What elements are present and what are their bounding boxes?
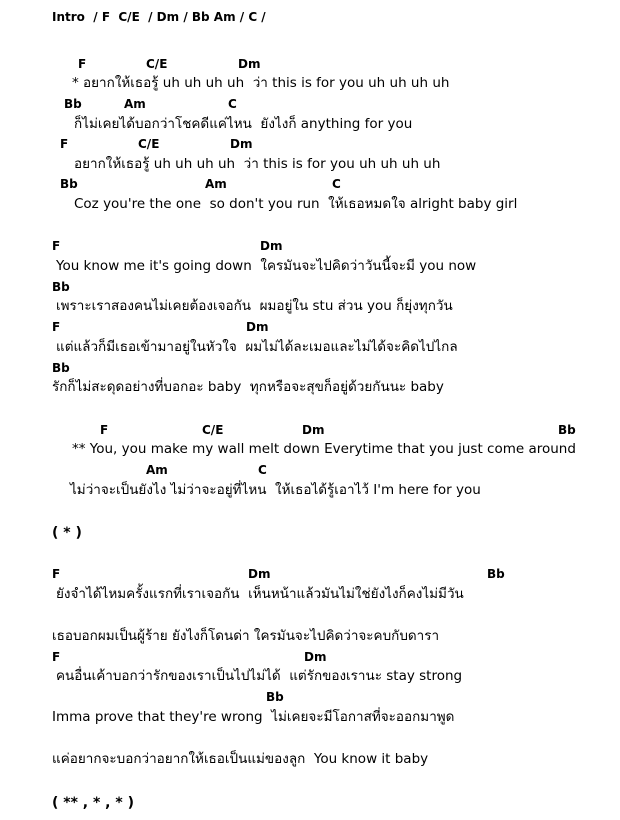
lyric-line: ** You, you make my wall melt down Everytime that you just come around bbox=[72, 441, 576, 457]
repeat-marker: ( ** , * , * ) bbox=[52, 795, 134, 811]
chord: C bbox=[228, 97, 237, 111]
lyric-line: แต่แล้วก็มีเธอเข้ามาอยู่ในหัวใจ ผมไม่ได้ละเมอและไม่ได้จะคิดไปไกล bbox=[56, 339, 458, 355]
chord: Dm bbox=[248, 567, 271, 581]
lyric-line: ก็ไม่เคยได้บอกว่าโชคดีแค่ไหน ยังไงก็ anything for you bbox=[74, 116, 413, 132]
chord: C/E bbox=[138, 137, 160, 151]
lyric-line: คนอื่นเค้าบอกว่ารักของเราเป็นไปไม่ได้ แต่รักของเรานะ stay strong bbox=[56, 668, 463, 684]
chord: Am bbox=[205, 177, 227, 191]
chord: F bbox=[52, 239, 61, 253]
chord: Bb bbox=[52, 361, 70, 375]
chord: F bbox=[78, 57, 87, 71]
chord: Am bbox=[124, 97, 146, 111]
chord: Dm bbox=[230, 137, 253, 151]
lyric-line: อยากให้เธอรู้ uh uh uh uh ว่า this is for you uh uh uh uh bbox=[74, 156, 441, 172]
chord: Bb bbox=[52, 280, 70, 294]
chord: C bbox=[258, 463, 267, 477]
chord: Dm bbox=[246, 320, 269, 334]
lyric-line: รักก็ไม่สะดุดอย่างที่บอกอะ baby ทุกหรือจะสุขก็อยู่ด้วยกันนะ baby bbox=[52, 379, 444, 395]
chord: C/E bbox=[146, 57, 168, 71]
chord: F bbox=[100, 423, 109, 437]
lyric-line: Coz you're the one so don't you run ให้เธอหมดใจ alright baby girl bbox=[74, 196, 518, 212]
chord: Bb bbox=[487, 567, 505, 581]
intro-line: Intro / F C/E / Dm / Bb Am / C / bbox=[52, 10, 266, 24]
chord: Bb bbox=[60, 177, 78, 191]
chord: Bb bbox=[558, 423, 576, 437]
lyric-line: ไม่ว่าจะเป็นยังไง ไม่ว่าจะอยู่ที่ไหน ให้เธอได้รู้เอาไว้ I'm here for you bbox=[70, 482, 481, 498]
chord: F bbox=[52, 650, 61, 664]
lyric-line: * อยากให้เธอรู้ uh uh uh uh ว่า this is for you uh uh uh uh bbox=[72, 75, 450, 91]
chord: Bb bbox=[266, 690, 284, 704]
chord: F bbox=[52, 567, 61, 581]
chord: F bbox=[60, 137, 69, 151]
chord: Dm bbox=[260, 239, 283, 253]
chord: Dm bbox=[302, 423, 325, 437]
repeat-marker: ( * ) bbox=[52, 525, 82, 541]
chord: Dm bbox=[238, 57, 261, 71]
chord: C bbox=[332, 177, 341, 191]
lyric-line: เพราะเราสองคนไม่เคยต้องเจอกัน ผมอยู่ใน stu ส่วน you ก็ยุ่งทุกวัน bbox=[56, 298, 453, 314]
lyric-line: เธอบอกผมเป็นผู้ร้าย ยังไงก็โดนด่า ใครมันจะไปคิดว่าจะคบกับดารา bbox=[52, 628, 440, 644]
chord: F bbox=[52, 320, 61, 334]
lyric-line: ยังจำได้ไหมครั้งแรกที่เราเจอกัน เห็นหน้าแล้วมันไม่ใช่ยังไงก็คงไม่มีวัน bbox=[56, 586, 464, 602]
chord: Bb bbox=[64, 97, 82, 111]
lyric-line: แค่อยากจะบอกว่าอยากให้เธอเป็นแม่ของลูก You know it baby bbox=[52, 751, 429, 767]
chord: Am bbox=[146, 463, 168, 477]
chord: C/E bbox=[202, 423, 224, 437]
lyric-line: You know me it's going down ใครมันจะไปคิดว่าวันนี้จะมี you now bbox=[56, 258, 477, 274]
chord: Dm bbox=[304, 650, 327, 664]
lyric-line: Imma prove that they're wrong ไม่เคยจะมีโอกาสที่จะออกมาพูด bbox=[52, 709, 455, 725]
